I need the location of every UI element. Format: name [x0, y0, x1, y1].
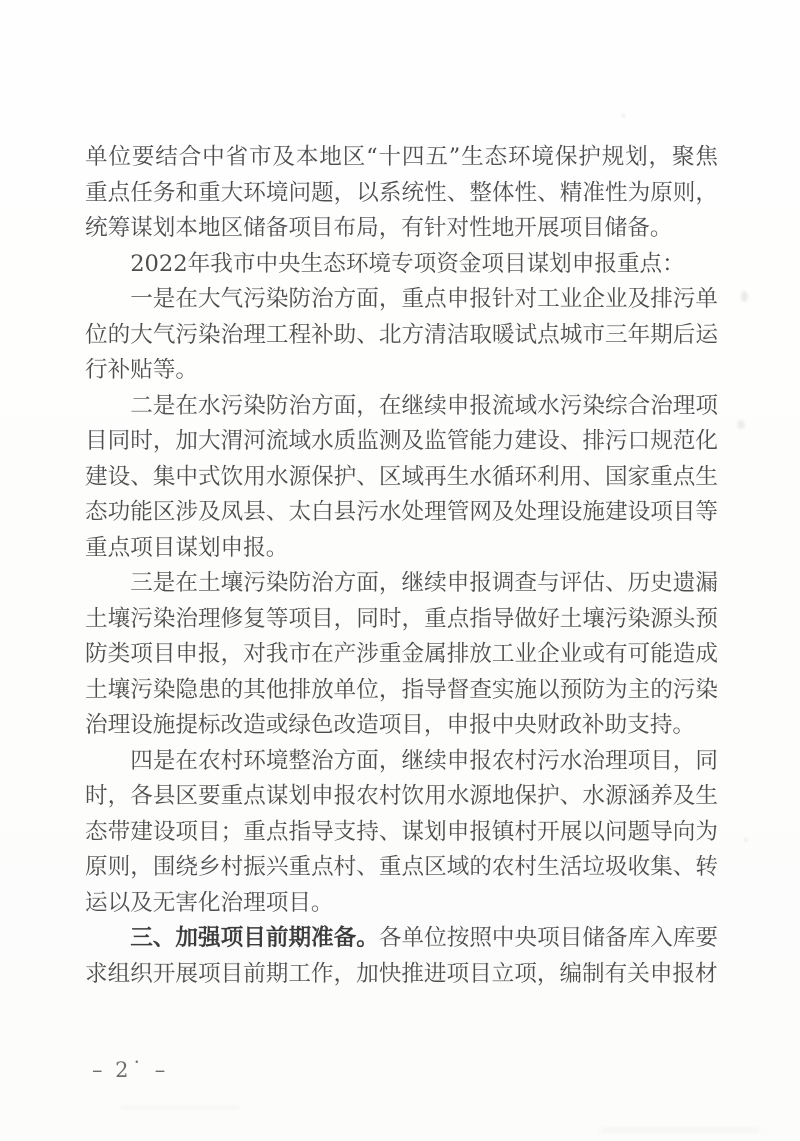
section-3-heading: 三、加强项目前期准备。 [130, 925, 379, 951]
paragraph-air-pollution: 一是在大气污染防治方面，重点申报针对工业企业及排污单位的大气污染治理工程补助、北方清洁取暖试点城市三年期后运行补贴等。 [85, 286, 718, 383]
scan-artifact [600, 1128, 760, 1132]
paragraph-soil-pollution: 三是在土壤污染防治方面，继续申报调查与评估、历史遗漏土壤污染治理修复等项目，同时，重点指导做好土壤污染源头预防类项目申报，对我市在产涉重金属排放工业企业或有可能造成土壤污染隐患的其他排放单位，指导督查实施以预防为主的污染治理设施提标改造或绿色改造项目，申报中央财政补助支持。 [85, 570, 718, 738]
paragraph-rural-environment: 四是在农村环境整治方面，继续申报农村污水治理项目，同时，各县区要重点谋划申报农村饮用水源地保护、水源涵养及生态带建设项目；重点指导支持、谋划申报镇村开展以问题导向为原则，围绕乡村振兴重点村、重点区域的农村生活垃圾收集、转运以及无害化治理项目。 [85, 747, 718, 916]
paragraph-continuation: 单位要结合中省市及本地区“十四五”生态环境保护规划，聚焦重点任务和重大环境问题，以系统性、整体性、精准性为原则，统筹谋划本地区储备项目布局，有针对性地开展项目储备。 [85, 144, 718, 241]
scan-artifact [737, 420, 745, 429]
section-3-body: 各单位按照中央项目储备库入库要求组织开展项目前期工作，加快推进项目立项，编制有关申报材 [85, 925, 719, 987]
scan-artifact [622, 114, 625, 117]
page-number: – 2˙ – [92, 1058, 169, 1082]
document-body [85, 140, 718, 992]
scan-artifact [120, 1106, 240, 1109]
paragraph-intro-2022-priorities: 2022年我市中央生态环境专项资金项目谋划申报重点： [130, 250, 685, 277]
scan-artifact [744, 838, 748, 842]
scan-artifact [741, 291, 748, 302]
paragraph-section-3-project-preparation [85, 921, 718, 992]
paragraph-water-pollution: 二是在水污染防治方面，在继续申报流域水污染综合治理项目同时，加大渭河流域水质监测及监管能力建设、排污口规范化建设、集中式饮用水源保护、区域再生水循环利用、国家重点生态功能区涉及凤县、太白县污水处理管网及处理设施建设项目等重点项目谋划申报。 [85, 392, 718, 561]
